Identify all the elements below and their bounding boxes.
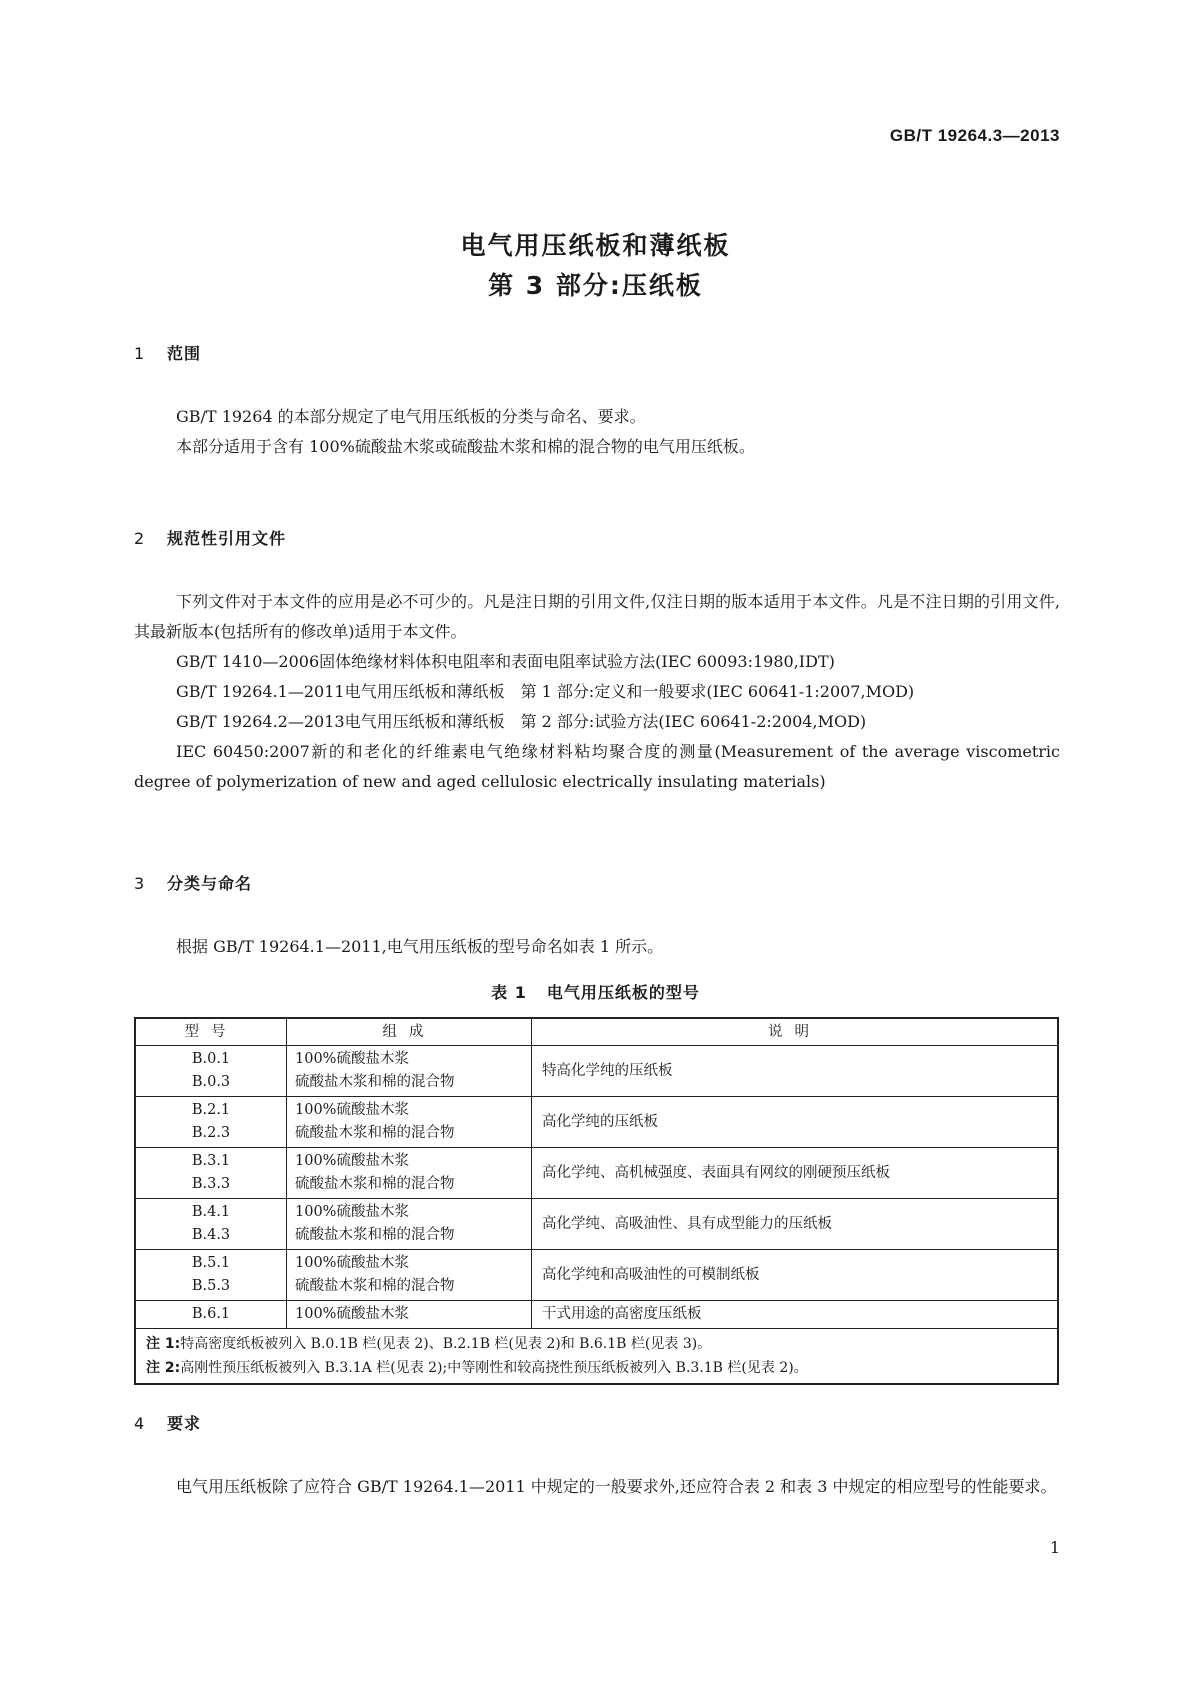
reference-title: 电气用压纸板和薄纸板 第 1 部分:定义和一般要求(IEC 60641-1:2007,MOD) [344, 682, 915, 701]
note-text: 高刚性预压纸板被列入 B.3.1A 栏(见表 2);中等刚性和较高挠性预压纸板被列入 B.3.1B 栏(见表 2)。 [180, 1360, 808, 1376]
title-line-2: 第 3 部分:压纸板 [488, 271, 703, 300]
type-code: B.4.3 [191, 1227, 231, 1243]
section-2 [134, 526, 1060, 797]
reference-item [134, 737, 1060, 797]
column-header-composition: 组成 [287, 1018, 532, 1046]
composition-cell [287, 1148, 532, 1199]
type-code: B.5.1 [191, 1255, 231, 1271]
reference-item [134, 707, 1060, 737]
section-title: 范围 [167, 344, 202, 363]
section-1 [134, 341, 1060, 462]
paragraph: 电气用压纸板除了应符合 GB/T 19264.1—2011 中规定的一般要求外,还应符合表 2 和表 3 中规定的相应型号的性能要求。 [176, 1477, 1057, 1496]
table-title: 电气用压纸板的型号 [546, 983, 700, 1002]
note-label: 注 1: [146, 1336, 181, 1352]
section-number: 3 [134, 874, 146, 893]
description-cell: 特高化学纯的压纸板 [532, 1046, 1059, 1097]
type-cell [135, 1046, 287, 1097]
type-code: B.0.3 [191, 1074, 231, 1090]
type-code: B.0.1 [191, 1051, 231, 1067]
type-cell [135, 1199, 287, 1250]
composition-text: 硫酸盐木浆和棉的混合物 [295, 1278, 455, 1294]
table-caption [0, 980, 1191, 1003]
table-notes [135, 1329, 1058, 1385]
reference-title: 新的和老化的纤维素电气绝缘材料粘均聚合度的测量(Measurement of the average viscometric degree of polymerization of new and aged cellulosic electrically insulating materials) [134, 742, 1060, 791]
composition-text: 100%硫酸盐木浆 [295, 1153, 409, 1169]
reference-title: 固体绝缘材料体积电阻率和表面电阻率试验方法(IEC 60093:1980,IDT) [319, 652, 835, 671]
section-title: 要求 [167, 1414, 202, 1433]
paragraph: GB/T 19264 的本部分规定了电气用压纸板的分类与命名、要求。 [176, 407, 646, 426]
section-title: 规范性引用文件 [167, 529, 287, 548]
composition-text: 硫酸盐木浆和棉的混合物 [295, 1125, 455, 1141]
table-row [135, 1199, 1058, 1250]
section-number: 1 [134, 344, 146, 363]
type-cell [135, 1301, 287, 1329]
section-title: 分类与命名 [167, 874, 253, 893]
reference-code: IEC 60450:2007 [176, 742, 310, 761]
note-text: 特高密度纸板被列入 B.0.1B 栏(见表 2)、B.2.1B 栏(见表 2)和 B.6.1B 栏(见表 3)。 [180, 1336, 712, 1352]
section-2-heading [134, 526, 1060, 549]
paragraph: 本部分适用于含有 100%硫酸盐木浆或硫酸盐木浆和棉的混合物的电气用压纸板。 [176, 437, 755, 456]
section-3-heading [134, 871, 1060, 894]
standard-number: GB/T 19264.3—2013 [889, 126, 1060, 145]
paragraph: 根据 GB/T 19264.1—2011,电气用压纸板的型号命名如表 1 所示。 [176, 937, 664, 956]
table-note [146, 1356, 1047, 1380]
table-row [135, 1250, 1058, 1301]
composition-text: 硫酸盐木浆和棉的混合物 [295, 1227, 455, 1243]
composition-cell [287, 1097, 532, 1148]
table-row [135, 1148, 1058, 1199]
reference-code: GB/T 19264.1—2011 [176, 682, 345, 701]
table-number: 表 1 [491, 983, 527, 1002]
type-cell [135, 1148, 287, 1199]
section-number: 2 [134, 529, 146, 548]
column-header-type: 型号 [135, 1018, 287, 1046]
type-code: B.5.3 [191, 1278, 231, 1294]
table-header-row [135, 1018, 1058, 1046]
composition-cell [287, 1301, 532, 1329]
composition-text: 硫酸盐木浆和棉的混合物 [295, 1074, 455, 1090]
title-line-1: 电气用压纸板和薄纸板 [460, 231, 731, 260]
composition-cell [287, 1046, 532, 1097]
type-code: B.4.1 [191, 1204, 231, 1220]
table-note [146, 1332, 1047, 1356]
table-row [135, 1097, 1058, 1148]
table-row [135, 1046, 1058, 1097]
table-notes-row [135, 1329, 1058, 1385]
type-code: B.2.1 [191, 1102, 231, 1118]
reference-item [134, 677, 1060, 707]
type-code: B.3.1 [191, 1153, 231, 1169]
composition-text: 硫酸盐木浆和棉的混合物 [295, 1176, 455, 1192]
section-4-heading [134, 1411, 1060, 1434]
reference-item [134, 647, 1060, 677]
type-code: B.6.1 [191, 1306, 231, 1322]
reference-code: GB/T 1410—2006 [176, 652, 320, 671]
composition-text: 100%硫酸盐木浆 [295, 1255, 409, 1271]
description-cell: 高化学纯和高吸油性的可模制纸板 [532, 1250, 1059, 1301]
paragraph: 下列文件对于本文件的应用是必不可少的。凡是注日期的引用文件,仅注日期的版本适用于本文件。凡是不注日期的引用文件,其最新版本(包括所有的修改单)适用于本文件。 [134, 592, 1060, 641]
description-cell: 高化学纯、高吸油性、具有成型能力的压纸板 [532, 1199, 1059, 1250]
table-row [135, 1301, 1058, 1329]
section-3 [134, 871, 1060, 962]
composition-cell [287, 1250, 532, 1301]
type-table [134, 1017, 1059, 1385]
composition-cell [287, 1199, 532, 1250]
column-header-description: 说明 [532, 1018, 1059, 1046]
reference-code: GB/T 19264.2—2013 [176, 712, 345, 731]
composition-text: 100%硫酸盐木浆 [295, 1051, 409, 1067]
type-code: B.2.3 [191, 1125, 231, 1141]
composition-text: 100%硫酸盐木浆 [295, 1204, 409, 1220]
document-title [0, 226, 1191, 306]
section-number: 4 [134, 1414, 146, 1433]
note-label: 注 2: [146, 1360, 181, 1376]
description-cell: 高化学纯的压纸板 [532, 1097, 1059, 1148]
section-4 [134, 1411, 1060, 1502]
description-cell: 高化学纯、高机械强度、表面具有网纹的刚硬预压纸板 [532, 1148, 1059, 1199]
type-code: B.3.3 [191, 1176, 231, 1192]
composition-text: 100%硫酸盐木浆 [295, 1102, 409, 1118]
type-cell [135, 1097, 287, 1148]
description-cell: 干式用途的高密度压纸板 [532, 1301, 1059, 1329]
composition-text: 100%硫酸盐木浆 [295, 1306, 409, 1322]
page-number: 1 [1049, 1538, 1060, 1557]
type-cell [135, 1250, 287, 1301]
section-1-heading [134, 341, 1060, 364]
reference-title: 电气用压纸板和薄纸板 第 2 部分:试验方法(IEC 60641-2:2004,MOD) [344, 712, 867, 731]
